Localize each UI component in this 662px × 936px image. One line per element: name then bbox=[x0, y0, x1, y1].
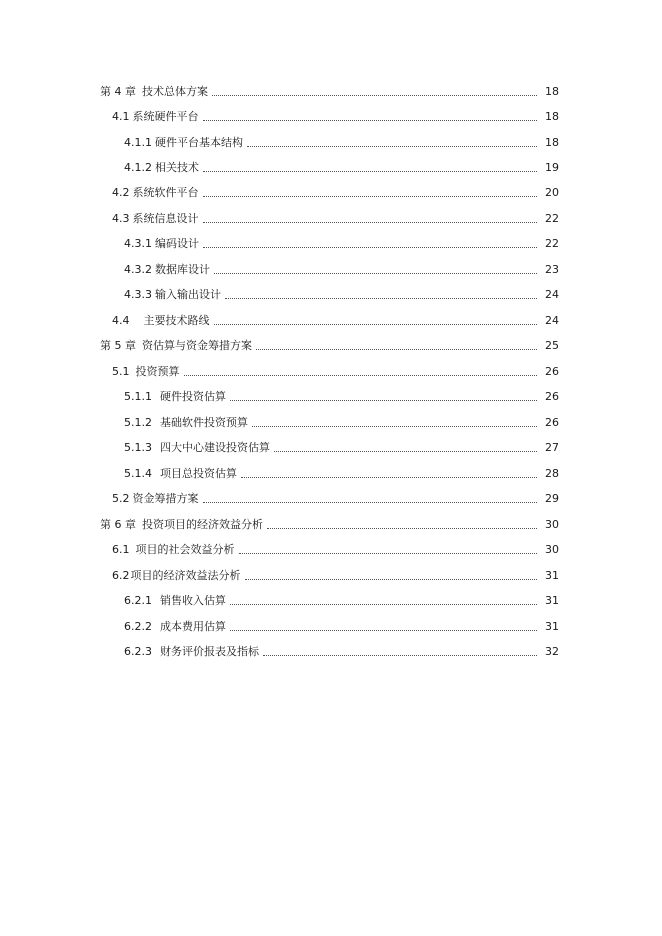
dot-leader bbox=[241, 476, 537, 478]
toc-title: 资估算与资金筹措方案 bbox=[142, 339, 252, 352]
toc-entry[interactable] bbox=[100, 514, 559, 532]
dot-leader bbox=[230, 629, 537, 631]
toc-entry[interactable] bbox=[124, 233, 559, 251]
toc-title: 系统硬件平台 bbox=[132, 110, 199, 123]
toc-entry[interactable] bbox=[124, 157, 559, 175]
toc-page-number: 18 bbox=[545, 85, 559, 98]
toc-entry[interactable] bbox=[124, 412, 559, 430]
toc-entry[interactable] bbox=[112, 361, 559, 379]
toc-number: 6.2 bbox=[112, 569, 130, 582]
toc-number: 5.2 bbox=[112, 492, 130, 505]
dot-leader bbox=[225, 297, 537, 299]
toc-page-number: 25 bbox=[545, 339, 559, 352]
toc-entry[interactable] bbox=[112, 539, 559, 557]
dot-leader bbox=[239, 552, 538, 554]
toc-number: 4.1 bbox=[112, 110, 130, 123]
toc-entry[interactable] bbox=[112, 208, 559, 226]
toc-page-number: 24 bbox=[545, 314, 559, 327]
dot-leader bbox=[203, 221, 538, 223]
dot-leader bbox=[203, 170, 537, 172]
toc-page-number: 30 bbox=[545, 543, 559, 556]
toc-page-number: 32 bbox=[545, 645, 559, 658]
toc-number: 4.1.2 bbox=[124, 161, 152, 174]
toc-page-number: 24 bbox=[545, 288, 559, 301]
toc-number: 5.1.1 bbox=[124, 390, 152, 403]
toc-number: 6.2.3 bbox=[124, 645, 152, 658]
dot-leader bbox=[263, 654, 537, 656]
toc-title: 硬件平台基本结构 bbox=[155, 136, 243, 149]
toc-number: 第 4 章 bbox=[100, 85, 136, 98]
toc-page-number: 19 bbox=[545, 161, 559, 174]
dot-leader bbox=[203, 195, 538, 197]
toc-title: 编码设计 bbox=[155, 237, 199, 250]
toc-page-number: 30 bbox=[545, 518, 559, 531]
toc-number: 6.2.2 bbox=[124, 620, 152, 633]
toc-title: 投资项目的经济效益分析 bbox=[142, 518, 263, 531]
toc-number: 4.4 bbox=[112, 314, 130, 327]
toc-number: 5.1 bbox=[112, 365, 130, 378]
toc-entry[interactable] bbox=[112, 488, 559, 506]
toc-title: 项目总投资估算 bbox=[160, 467, 237, 480]
toc-title: 系统软件平台 bbox=[132, 186, 199, 199]
dot-leader bbox=[184, 374, 538, 376]
toc-number: 4.3.2 bbox=[124, 263, 152, 276]
toc-page-number: 23 bbox=[545, 263, 559, 276]
dot-leader bbox=[203, 119, 538, 121]
toc-title: 销售收入估算 bbox=[160, 594, 226, 607]
dot-leader bbox=[267, 527, 537, 529]
toc-entry[interactable] bbox=[124, 463, 559, 481]
dot-leader bbox=[256, 348, 537, 350]
toc-number: 6.1 bbox=[112, 543, 130, 556]
toc-number: 5.1.4 bbox=[124, 467, 152, 480]
toc-number: 4.2 bbox=[112, 186, 130, 199]
dot-leader bbox=[203, 501, 538, 503]
toc-page-number: 18 bbox=[545, 136, 559, 149]
toc-title: 系统信息设计 bbox=[132, 212, 199, 225]
toc-page-number: 27 bbox=[545, 441, 559, 454]
dot-leader bbox=[247, 145, 537, 147]
toc-title: 技术总体方案 bbox=[142, 85, 208, 98]
toc-title: 成本费用估算 bbox=[160, 620, 226, 633]
toc-page-number: 26 bbox=[545, 390, 559, 403]
toc-title: 投资预算 bbox=[135, 365, 180, 378]
dot-leader bbox=[252, 425, 537, 427]
dot-leader bbox=[230, 399, 537, 401]
dot-leader bbox=[203, 246, 537, 248]
toc-entry[interactable] bbox=[124, 641, 559, 659]
toc-page-number: 20 bbox=[545, 186, 559, 199]
toc-title: 数据库设计 bbox=[155, 263, 210, 276]
toc-entry[interactable] bbox=[124, 284, 559, 302]
dot-leader bbox=[274, 450, 537, 452]
toc-number: 4.3.3 bbox=[124, 288, 152, 301]
toc-page-number: 31 bbox=[545, 569, 559, 582]
dot-leader bbox=[214, 272, 537, 274]
toc-entry[interactable] bbox=[112, 310, 559, 328]
dot-leader bbox=[212, 94, 537, 96]
toc-title: 输入输出设计 bbox=[155, 288, 221, 301]
toc-page-number: 29 bbox=[545, 492, 559, 505]
toc-title: 基础软件投资预算 bbox=[160, 416, 248, 429]
toc-page-number: 31 bbox=[545, 594, 559, 607]
toc-number: 6.2.1 bbox=[124, 594, 152, 607]
dot-leader bbox=[245, 578, 538, 580]
toc-page-number: 28 bbox=[545, 467, 559, 480]
dot-leader bbox=[230, 603, 537, 605]
toc-entry[interactable] bbox=[124, 437, 559, 455]
toc-title: 主要技术路线 bbox=[143, 314, 210, 327]
toc-title: 资金筹措方案 bbox=[132, 492, 199, 505]
toc-entry[interactable] bbox=[124, 132, 559, 150]
toc-entry[interactable] bbox=[112, 565, 559, 583]
toc-title: 四大中心建设投资估算 bbox=[160, 441, 270, 454]
toc-entry[interactable] bbox=[100, 81, 559, 99]
toc-number: 4.3 bbox=[112, 212, 130, 225]
toc-number: 4.3.1 bbox=[124, 237, 152, 250]
toc-number: 5.1.2 bbox=[124, 416, 152, 429]
toc-page-number: 26 bbox=[545, 365, 559, 378]
toc-number: 第 5 章 bbox=[100, 339, 136, 352]
toc-page-number: 22 bbox=[545, 237, 559, 250]
toc-title: 项目的社会效益分析 bbox=[135, 543, 235, 556]
toc-entry[interactable] bbox=[124, 616, 559, 634]
toc-entry[interactable] bbox=[124, 259, 559, 277]
toc-page-number: 26 bbox=[545, 416, 559, 429]
toc-page-number: 18 bbox=[545, 110, 559, 123]
toc-title: 硬件投资估算 bbox=[160, 390, 226, 403]
toc-title: 项目的经济效益法分析 bbox=[130, 569, 241, 582]
toc-page-number: 22 bbox=[545, 212, 559, 225]
toc-number: 5.1.3 bbox=[124, 441, 152, 454]
toc-page-number: 31 bbox=[545, 620, 559, 633]
toc-title: 相关技术 bbox=[155, 161, 199, 174]
toc-number: 4.1.1 bbox=[124, 136, 152, 149]
toc-entry[interactable] bbox=[124, 590, 559, 608]
toc-entry[interactable] bbox=[100, 335, 559, 353]
toc-number: 第 6 章 bbox=[100, 518, 136, 531]
toc-title: 财务评价报表及指标 bbox=[160, 645, 259, 658]
toc-entry[interactable] bbox=[124, 386, 559, 404]
toc-entry[interactable] bbox=[112, 106, 559, 124]
toc-entry[interactable] bbox=[112, 182, 559, 200]
dot-leader bbox=[214, 323, 538, 325]
